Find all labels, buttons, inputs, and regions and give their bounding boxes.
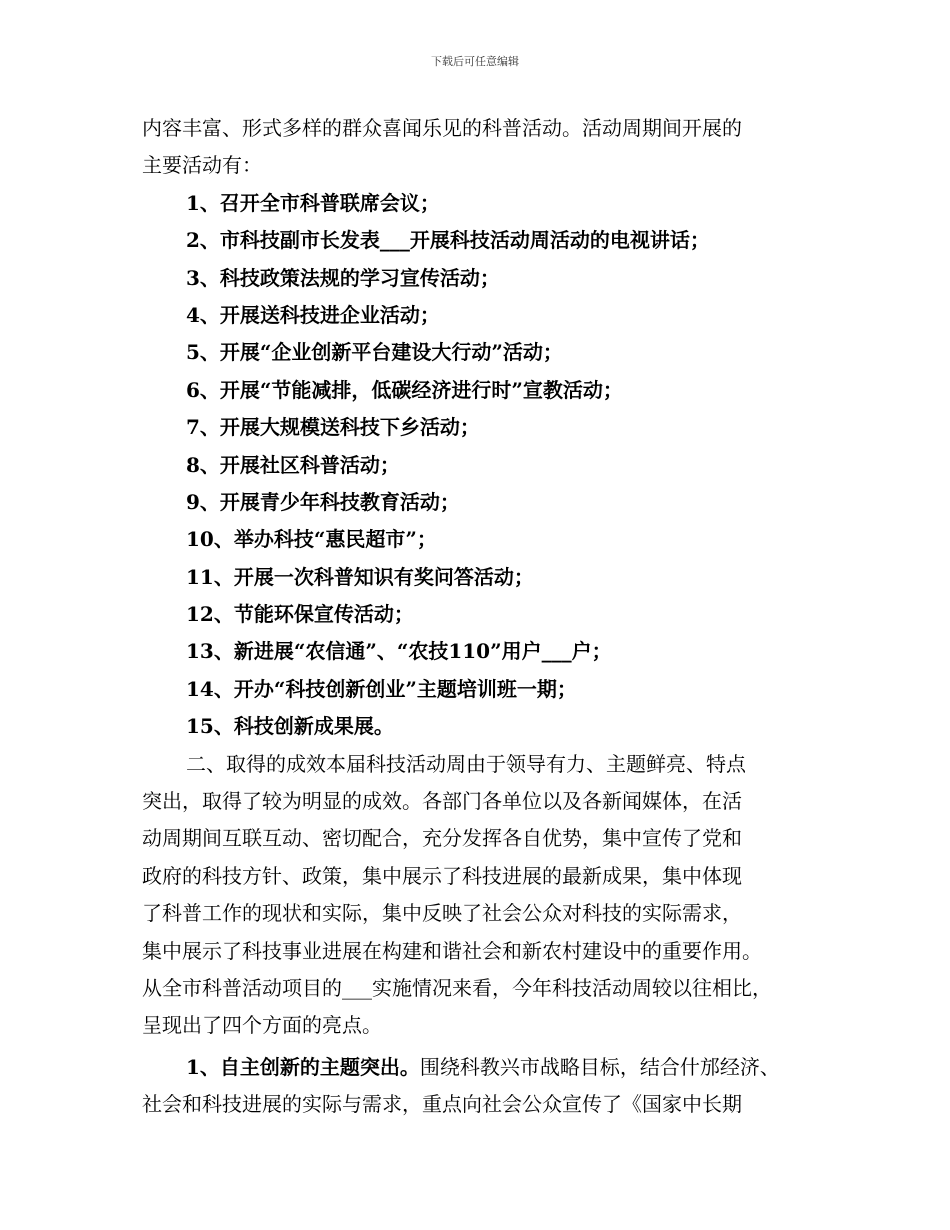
paragraph-line: 从全市科普活动项目的___实施情况来看，今年科技活动周较以往相比， bbox=[142, 975, 772, 1000]
activity-item: 13、新进展“农信通”、“农技110”用户___户； bbox=[186, 639, 612, 664]
activity-item: 7、开展大规模送科技下乡活动； bbox=[186, 415, 480, 440]
activity-item: 3、科技政策法规的学习宣传活动； bbox=[186, 265, 500, 290]
activity-item: 9、开展青少年科技教育活动； bbox=[186, 489, 460, 514]
paragraph-line: 集中展示了科技事业进展在构建和谐社会和新农村建设中的重要作用。 bbox=[142, 938, 762, 963]
paragraph-line: 政府的科技方针、政策，集中展示了科技进展的最新成果，集中体现 bbox=[142, 863, 742, 888]
activity-item: 8、开展社区科普活动； bbox=[186, 452, 400, 477]
highlight-paragraph bbox=[142, 1049, 822, 1086]
paragraph-line: 动周期间互联互动、密切配合，充分发挥各自优势，集中宣传了党和 bbox=[142, 826, 742, 851]
highlight-text: 围绕科教兴市战略目标，结合什邡经济、 bbox=[419, 1054, 780, 1079]
activity-item: 6、开展“节能减排，低碳经济进行时”宣教活动； bbox=[186, 377, 623, 402]
paragraph-line: 二、取得的成效本届科技活动周由于领导有力、主题鲜亮、特点 bbox=[186, 751, 746, 776]
activity-item: 2、市科技副市长发表___开展科技活动周活动的电视讲话； bbox=[186, 228, 710, 253]
activity-item: 4、开展送科技进企业活动； bbox=[186, 302, 440, 327]
activity-item: 10、举办科技“惠民超市”； bbox=[186, 527, 437, 552]
activity-item: 14、开办“科技创新创业”主题培训班一期； bbox=[186, 676, 577, 701]
paragraph-line: 了科普工作的现状和实际，集中反映了社会公众对科技的实际需求， bbox=[142, 901, 742, 926]
activity-item: 12、节能环保宣传活动； bbox=[186, 602, 414, 627]
highlight-heading: 1、自主创新的主题突出。 bbox=[186, 1054, 420, 1079]
activity-item: 1、召开全市科普联席会议； bbox=[186, 190, 440, 215]
paragraph-line: 呈现出了四个方面的亮点。 bbox=[142, 1013, 382, 1038]
paragraph-line: 突出，取得了较为明显的成效。各部门各单位以及各新闻媒体，在活 bbox=[142, 789, 742, 814]
activity-item: 15、科技创新成果展。 bbox=[186, 714, 394, 739]
paragraph-line: 主要活动有： bbox=[142, 153, 262, 178]
paragraph-line: 内容丰富、形式多样的群众喜闻乐见的科普活动。活动周期间开展的 bbox=[142, 116, 742, 140]
page-header: 下载后可任意编辑 bbox=[431, 55, 519, 68]
paragraph-line: 社会和科技进展的实际与需求，重点向社会公众宣传了《国家中长期 bbox=[142, 1092, 742, 1117]
activity-item: 5、开展“企业创新平台建设大行动”活动； bbox=[186, 340, 563, 365]
activity-item: 11、开展一次科普知识有奖问答活动； bbox=[186, 564, 534, 589]
document-body bbox=[142, 110, 822, 1124]
